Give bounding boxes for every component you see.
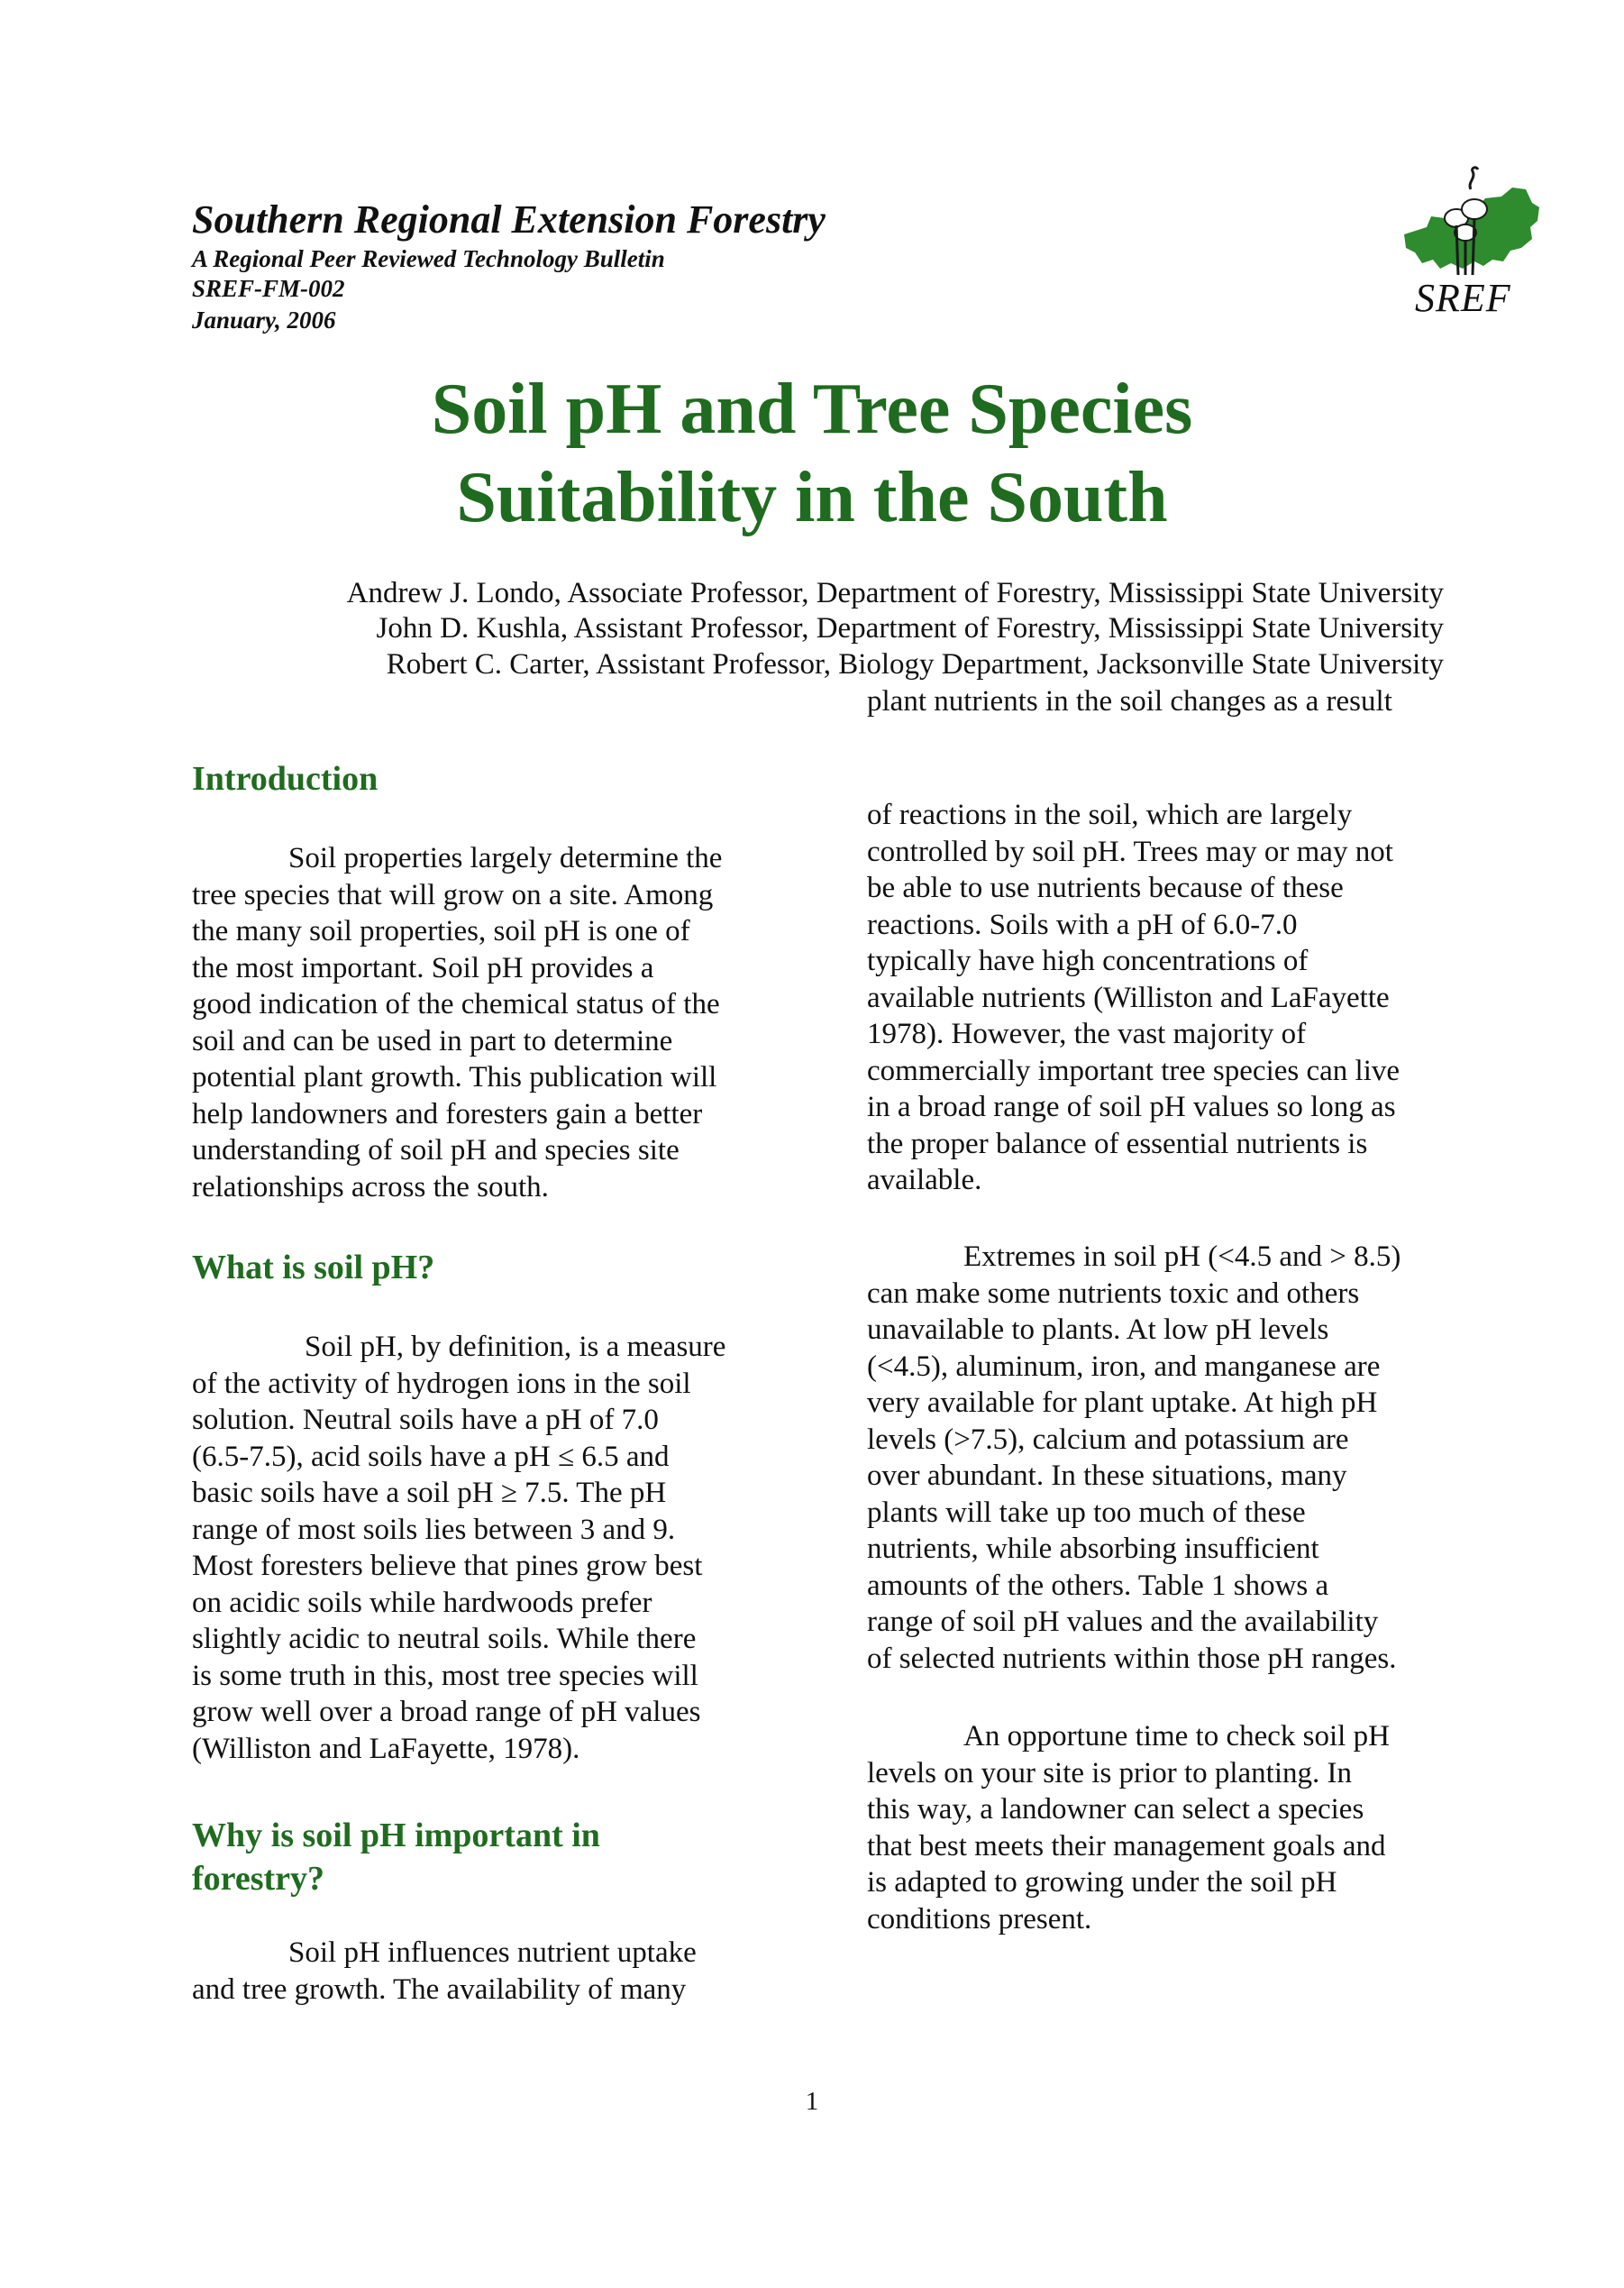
- text-line: relationships across the south.: [192, 1170, 549, 1203]
- text-line: tree species that will grow on a site. Among: [192, 878, 714, 911]
- text-line: that best meets their management goals and: [867, 1829, 1386, 1862]
- text-line: can make some nutrients toxic and others: [867, 1277, 1360, 1310]
- text-line: the many soil properties, soil pH is one of: [192, 915, 690, 947]
- bulletin-date: January, 2006: [192, 307, 336, 334]
- text-line: be able to use nutrients because of these: [867, 872, 1344, 904]
- text-line: reactions. Soils with a pH of 6.0-7.0: [867, 908, 1298, 941]
- text-line: plants will take up too much of these: [867, 1496, 1306, 1529]
- misplaced-text-line: plant nutrients in the soil changes as a result: [867, 685, 1392, 718]
- text-line: of the activity of hydrogen ions in the soil: [192, 1367, 691, 1400]
- text-line: available.: [867, 1164, 982, 1196]
- text-line: Extremes in soil pH (<4.5 and > 8.5): [963, 1240, 1401, 1273]
- text-line: range of most soils lies between 3 and 9.: [192, 1513, 676, 1546]
- text-line: commercially important tree species can live: [867, 1054, 1400, 1087]
- bulletin-id: SREF-FM-002: [192, 275, 345, 302]
- title-line-1: Soil pH and Tree Species: [431, 370, 1193, 449]
- text-line: An opportune time to check soil pH: [963, 1720, 1390, 1753]
- heading-line: Why is soil pH important in: [192, 1817, 600, 1854]
- text-line: unavailable to plants. At low pH levels: [867, 1313, 1329, 1346]
- text-line: very available for plant uptake. At high pH: [867, 1387, 1378, 1419]
- title-line-2: Suitability in the South: [456, 458, 1168, 537]
- text-line: of selected nutrients within those pH ranges.: [867, 1642, 1397, 1675]
- text-line: the proper balance of essential nutrients is: [867, 1127, 1368, 1160]
- text-line: Soil properties largely determine the: [288, 842, 723, 874]
- text-line: over abundant. In these situations, many: [867, 1460, 1347, 1492]
- text-line: good indication of the chemical status of the: [192, 988, 720, 1020]
- logo-wordmark: SREF: [1415, 276, 1511, 320]
- text-line: 1978). However, the vast majority of: [867, 1018, 1307, 1050]
- text-line: and tree growth. The availability of many: [192, 1972, 687, 2006]
- text-line: Soil pH influences nutrient uptake: [288, 1936, 697, 1969]
- why-important-paragraph: [192, 1935, 697, 2008]
- bulletin-type: A Regional Peer Reviewed Technology Bulletin: [192, 245, 665, 272]
- text-line: help landowners and foresters gain a better: [192, 1097, 703, 1130]
- text-line: grow well over a broad range of pH values: [192, 1696, 701, 1728]
- text-line: (<4.5), aluminum, iron, and manganese are: [867, 1350, 1381, 1383]
- text-line: controlled by soil pH. Trees may or may not: [867, 835, 1393, 868]
- text-line: amounts of the others. Table 1 shows a: [867, 1569, 1329, 1602]
- text-line: conditions present.: [867, 1902, 1092, 1936]
- text-line: this way, a landowner can select a species: [867, 1793, 1364, 1826]
- text-line: typically have high concentrations of: [867, 945, 1309, 977]
- text-line: levels (>7.5), calcium and potassium are: [867, 1423, 1349, 1456]
- author-line: John D. Kushla, Assistant Professor, Department of Forestry, Mississippi State University: [376, 612, 1444, 645]
- text-line: solution. Neutral soils have a pH of 7.0: [192, 1404, 659, 1436]
- ph-extremes-paragraph: [867, 1239, 1400, 1677]
- document-title: [0, 365, 1624, 542]
- text-line: of reactions in the soil, which are largely: [867, 799, 1353, 831]
- text-line: range of soil pH values and the availability: [867, 1606, 1379, 1638]
- text-line: slightly acidic to neutral soils. While there: [192, 1623, 697, 1655]
- text-line: in a broad range of soil pH values so long as: [867, 1091, 1396, 1123]
- text-line: nutrients, while absorbing insufficient: [867, 1533, 1319, 1565]
- text-line: available nutrients (Williston and LaFayette: [867, 981, 1390, 1014]
- text-line: Most foresters believe that pines grow best: [192, 1550, 703, 1582]
- author-line: Andrew J. Londo, Associate Professor, Department of Forestry, Mississippi State University: [346, 577, 1444, 609]
- author-line: Robert C. Carter, Assistant Professor, Biology Department, Jacksonville State University: [386, 648, 1444, 681]
- text-line: (6.5-7.5), acid soils have a pH ≤ 6.5 and: [192, 1440, 670, 1473]
- text-line: on acidic soils while hardwoods prefer: [192, 1586, 652, 1619]
- text-line: (Williston and LaFayette, 1978).: [192, 1732, 580, 1765]
- text-line: levels on your site is prior to planting. In: [867, 1756, 1353, 1789]
- heading-introduction: Introduction: [192, 760, 379, 798]
- organization-name: Southern Regional Extension Forestry: [192, 197, 826, 242]
- text-line: understanding of soil pH and species site: [192, 1134, 680, 1167]
- text-line: is some truth in this, most tree species will: [192, 1659, 698, 1692]
- text-line: Soil pH, by definition, is a measure: [305, 1331, 726, 1363]
- page-number: 1: [805, 2087, 819, 2116]
- what-is-ph-paragraph: [192, 1329, 725, 1767]
- text-line: potential plant growth. This publication will: [192, 1061, 717, 1094]
- text-line: soil and can be used in part to determine: [192, 1024, 673, 1057]
- text-line: the most important. Soil pH provides a: [192, 951, 654, 984]
- check-ph-paragraph: [867, 1718, 1390, 1937]
- text-line: is adapted to growing under the soil pH: [867, 1866, 1337, 1899]
- nutrient-reactions-paragraph: [867, 797, 1400, 1199]
- introduction-paragraph: [192, 840, 722, 1205]
- text-line: basic soils have a soil pH ≥ 7.5. The pH: [192, 1477, 667, 1509]
- heading-what-is-soil-ph: What is soil pH?: [192, 1249, 435, 1286]
- heading-why-important: [192, 1814, 600, 1900]
- heading-line: forestry?: [192, 1860, 325, 1898]
